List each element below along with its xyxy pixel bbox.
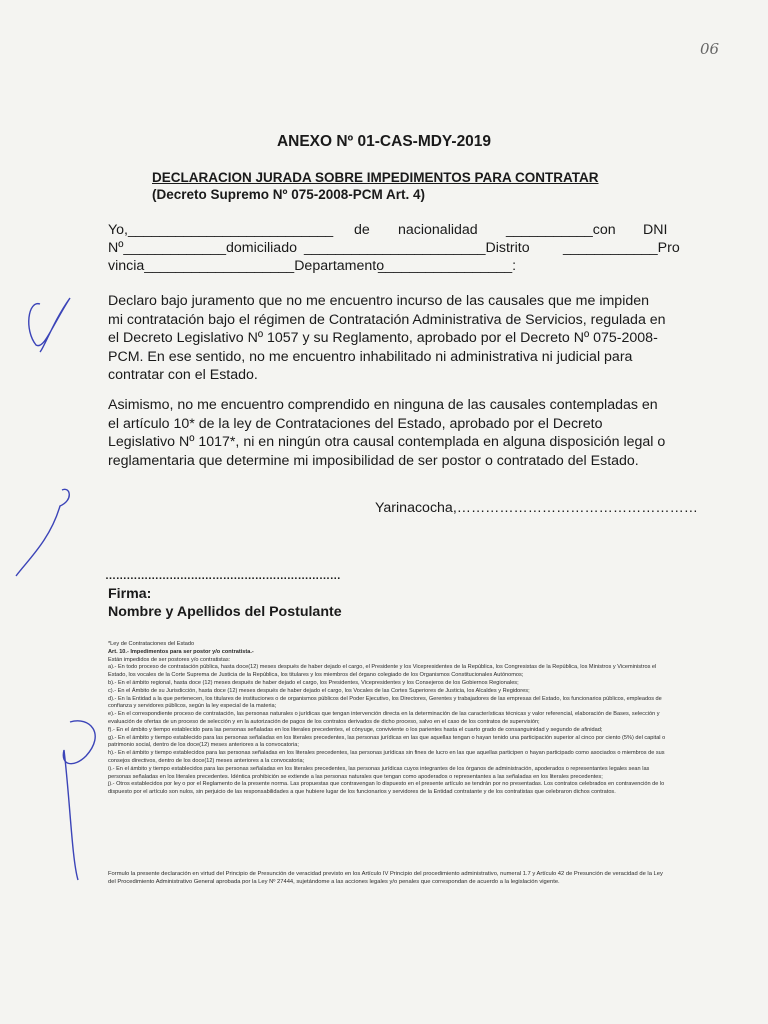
footnote-item: f).- En el ámbito y tiempo establecido para las personas señaladas en los literales precedentes, el cónyuge, conviviente o los parientes hasta el cuarto grado de consanguinidad y segundo de afinidad;: [108, 726, 603, 733]
footnote-item: j).- Otros establecidos por ley o por el Reglamento de la presente norma. Las propuestas que contravengan lo dispuesto en el presente artículo se tendrán por no presentadas. Los contratos celebrados en contravención de lo dispuesto por el artículo son nulos, sin perjuicio de las responsabilidades a que hubiere lugar de los funcionarios y servidores de la Entidad contratante y de los contratistas que celebraron dichos contratos.: [108, 781, 665, 796]
form-de: de: [354, 222, 370, 238]
place-date: Yarinacocha,……………………………………………: [375, 500, 698, 516]
form-nacionalidad: nacionalidad: [398, 222, 478, 238]
footnote-item: e).- En el correspondiente proceso de contratación, las personas naturales o jurídicas que tengan intervención directa en la determinación de las características técnicas y valor referencial, elaboración de Bases, selección y evaluación de ofertas de un proceso de selección y en la autorización de pagos de los contratos derivados de dicho proceso, salvo en el caso de los contratos de supervisión;: [108, 711, 660, 725]
applicant-name-label: Nombre y Apellidos del Postulante: [108, 604, 342, 620]
footnote-item: b).- En el ámbito regional, hasta doce (12) meses después de haber dejado el cargo, los Presidentes, Vicepresidentes y los Consejeros de los Gobiernos Regionales;: [108, 679, 519, 686]
footnote-item: g).- En el ámbito y tiempo establecido para las personas señaladas en los literales precedentes, las personas jurídicas en las que aquellas tengan o hayan tenido una participación superior al cinco por ciento (5%) del capital o patrimonio social, dentro de los doce(12) meses anteriores a la convocatoria;: [108, 734, 666, 749]
form-dni: DNI: [643, 222, 668, 238]
signature-line: …………………………………………………………: [105, 570, 341, 582]
form-departamento-blank: _________________:: [378, 258, 517, 274]
footnote-item: c).- En el Ámbito de su Jurisdicción, hasta doce (12) meses después de haber dejado el cargo, los Vocales de las Cortes Superiores de Justicia, los Alcaldes y Regidores;: [108, 687, 530, 694]
footnote-heading: *Ley de Contrataciones del Estado: [108, 641, 195, 647]
form-yo: Yo,__________________________: [108, 222, 334, 238]
initial-mark-2: [16, 489, 69, 576]
footnote-item: d).- En la Entidad a la que pertenecen, los titulares de instituciones o de organismos públicos del Poder Ejecutivo, los Directores, Gerentes y trabajadores de las empresas del Estado, los funcionarios públicos, empleados de confianza y servidores públicos, según la ley especial de la materia;: [108, 695, 662, 710]
document-subtitle: DECLARACION JURADA SOBRE IMPEDIMENTOS PARA CONTRATAR: [152, 170, 599, 185]
footnote-item: h).- En el ámbito y tiempo establecidos para las personas señaladas en los literales precedentes, las personas jurídicas sin fines de lucro en las que aquellas participen o hayan participado como asociados o miembros de sus consejos directivos, dentro de los doce(12) meses anteriores a la convocatoria;: [108, 750, 665, 764]
form-provincia: ____________Pro: [563, 240, 680, 256]
closing-statement: Formulo la presente declaración en virtud del Principio de Presunción de veracidad previsto en los Artículo IV Principio del procedimiento administrativo, numeral 1.7 y Artículo 42 de Presunción de veracidad de la Ley del Procedimiento Administrativo General aprobada por la Ley Nº 27444, sujetándome a las acciones legales y/o penales que correspondan de acuerdo a la legislación vigente.: [108, 871, 663, 885]
initial-mark-1: [29, 298, 70, 352]
footnote-item: a).- En todo proceso de contratación pública, hasta doce(12) meses después de haber dejado el cargo, el Presidente y los Vicepresidentes de la República, los Congresistas de la República, los Ministros y Viceministros el Estado, los vocales de la Corte Suprema de Justicia de la República, los titulares y los miembros del órgano colegiado de los Organismos Constitucionales Autónomos;: [108, 664, 657, 679]
footnote-article: Art. 10.- Impedimentos para ser postor y/o contratista.-: [108, 648, 254, 655]
footnote-intro: Están impedidos de ser postores y/o contratistas:: [108, 656, 231, 663]
footnote-item: i).- En el ámbito y tiempo establecidos para las personas señaladas en los literales precedentes, las personas jurídicas cuyos integrantes de los órganos de administración, apoderados o representantes legales sean las personas señaladas en los literales precedentes. Idéntica prohibición se extiende a las personas naturales que tengan como apoderados o representantes a las señaladas en los literales precedentes;: [108, 765, 650, 780]
form-domicilio: Nº_____________domiciliado: [108, 240, 297, 256]
declaration-paragraph-1: Declaro bajo juramento que no me encuentro incurso de las causales que me impiden mi contratación bajo el régimen de Contratación Administrativa de Servicios, regulada en el Decreto Legislativo Nº 1057 y su Reglamento, aprobado por el Decreto Nº 075-2008-PCM. En ese sentido, no me encuentro inhabilitado ni administrativa ni judicial para contratar con el Estado.: [108, 293, 666, 384]
form-nationality-blank: ___________con: [506, 222, 616, 238]
document-title: ANEXO Nº 01-CAS-MDY-2019: [276, 133, 492, 150]
firma-label: Firma:: [108, 586, 152, 602]
declaration-paragraph-2: Asimismo, no me encuentro comprendido en ninguna de las causales contempladas en el artículo 10* de la ley de Contrataciones del Estado, aprobado por el Decreto Legislativo Nº 1017*, ni en ningún otra causal contemplada en alguna disposición legal o reglamentaria que determine mi imposibilidad de ser postor o contratado del Estado.: [108, 397, 666, 469]
initial-mark-3: [63, 721, 95, 880]
form-distrito: _______________________Distrito: [304, 240, 530, 256]
document-subtitle-decree: (Decreto Supremo Nº 075-2008-PCM Art. 4): [152, 187, 426, 202]
form-departamento: vincia___________________Departamento: [108, 258, 385, 274]
page-number: 06: [700, 40, 720, 58]
